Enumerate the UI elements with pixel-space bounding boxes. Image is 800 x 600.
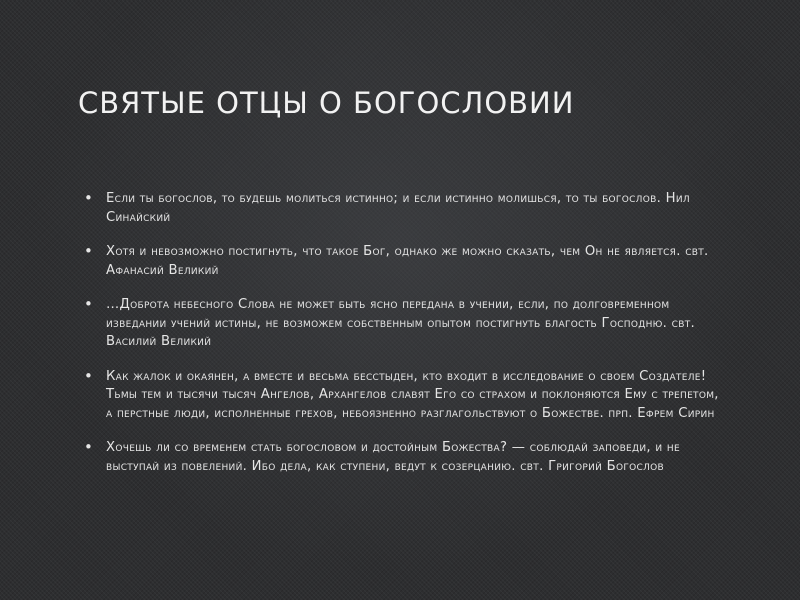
quote-text: …Доброта небесного Слова не может быть ясно передана в учении, если, по долговременном изведании учений истины, не возможем собственным опытом постигнуть благость Господню. свт. Василий Великий xyxy=(106,297,695,349)
list-item xyxy=(82,190,722,227)
quote-list xyxy=(82,190,722,492)
quote-text: Как жалок и окаянен, а вместе и весьма бесстыден, кто входит в исследование о своем Создателе! Тьмы тем и тысячи тысяч Ангелов, Архангелов славят Его со страхом и поклоняются Ему с трепетом, а перстные люди, исполненные грехов, небоязненно разглагольствуют о Божестве. прп. Ефрем Сирин xyxy=(106,368,719,421)
quote-text: Хочешь ли со временем стать богословом и достойным Божества? — соблюдай заповеди, и не выступай из повелений. Ибо дела, как ступени, ведут к созерцанию. свт. Григорий Богослов xyxy=(106,440,680,474)
bullet-dot-icon: • xyxy=(84,366,94,385)
bullet-dot-icon: • xyxy=(84,189,94,207)
list-item xyxy=(82,243,722,280)
bullet-dot-icon: • xyxy=(84,438,94,456)
list-item xyxy=(82,368,722,424)
list-item xyxy=(82,296,722,352)
bullet-dot-icon: • xyxy=(84,242,94,260)
list-item xyxy=(82,439,722,476)
quote-text: Если ты богослов, то будешь молиться истинно; и если истинно молишься, то ты богослов. Нил Синайский xyxy=(106,191,690,225)
slide-title: СВЯТЫЕ ОТЦЫ О БОГОСЛОВИИ xyxy=(78,86,575,120)
bullet-dot-icon: • xyxy=(84,295,94,313)
quote-text: Хотя и невозможно постигнуть, что такое Бог, однако же можно сказать, чем Он не является. свт. Афанасий Великий xyxy=(106,244,709,278)
